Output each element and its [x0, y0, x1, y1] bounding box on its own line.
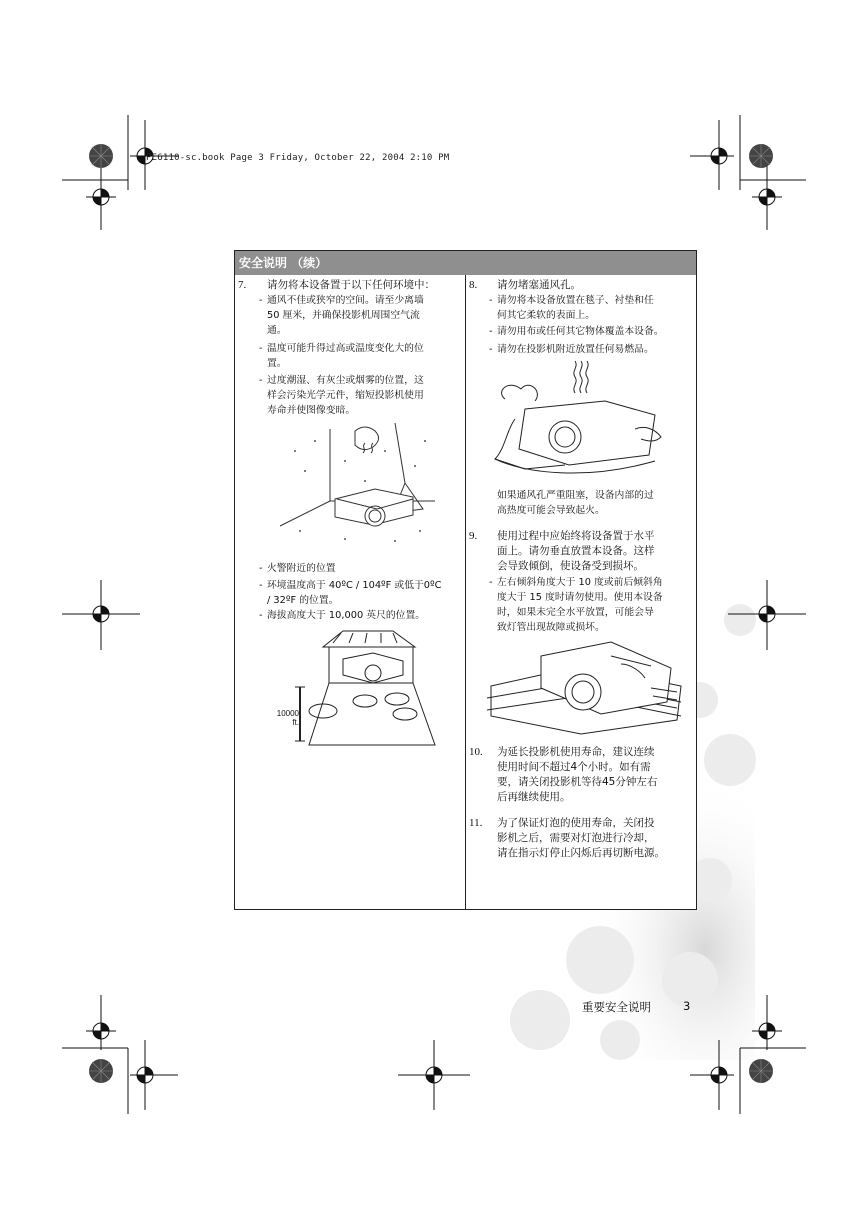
bullet-line: 请勿将本设备放置在毯子、衬垫和任 — [497, 295, 654, 306]
altitude-label: 10000 ft. — [276, 709, 299, 727]
item-11-line: 为了保证灯泡的使用寿命，关闭投 — [497, 817, 655, 829]
page-number: 3 — [683, 999, 691, 1013]
item-11-line: 影机之后，需要对灯泡进行冷却， — [497, 832, 655, 844]
color-bar-circle-icon — [88, 143, 114, 169]
altitude-illustration — [293, 629, 443, 749]
bullet-dash: - — [259, 375, 263, 386]
color-bar-circle-icon — [748, 143, 774, 169]
bullet-dash: - — [259, 343, 263, 354]
footer-section-title: 重要安全说明 — [582, 1000, 651, 1014]
bullet-dash: - — [259, 563, 263, 574]
bullet-line: 海拔高度大于 10,000 英尺的位置。 — [267, 610, 426, 621]
bullet-line: 通风不佳或狭窄的空间。请至少离墙 — [267, 295, 424, 306]
bullet-dash: - — [489, 577, 493, 588]
blocked-vent-illustration — [485, 359, 685, 479]
item-10-line: 要，请关闭投影机等待45分钟左右 — [497, 776, 658, 788]
item-10-line: 为延长投影机使用寿命，建议连续 — [497, 746, 655, 758]
dusty-room-illustration — [275, 421, 435, 551]
item-7-number: 7. — [238, 279, 247, 291]
bullet-line: 过度潮湿、有灰尘或烟雾的位置，这 — [267, 375, 424, 386]
item-10-number: 10. — [469, 746, 483, 758]
section-title: 安全说明 （续） — [235, 251, 696, 275]
bullet-line: 时，如果未完全水平放置，可能会导 — [497, 607, 654, 618]
bullet-line: 50 厘米，并确保投影机周围空气流 — [267, 310, 420, 321]
bullet-line: 度大于 15 度时请勿使用。使用本设备 — [497, 592, 663, 603]
bullet-line: 寿命并使图像变暗。 — [267, 405, 356, 416]
item-9-line: 会导致倾倒，使设备受到损坏。 — [497, 560, 644, 572]
safety-panel — [234, 250, 697, 910]
tilted-projector-illustration — [481, 636, 691, 736]
bullet-line: 通。 — [267, 325, 287, 336]
bullet-dash: - — [489, 295, 493, 306]
item-9-line: 面上。请勿垂直放置本设备。这样 — [497, 545, 655, 557]
print-header-info: PE6110-sc.book Page 3 Friday, October 22, 2004 2:10 PM — [146, 153, 450, 163]
bullet-line: / 32ºF 的位置。 — [267, 595, 339, 606]
bullet-line: 致灯管出现故障或损坏。 — [497, 622, 605, 633]
bullet-line: 温度可能升得过高或温度变化大的位 — [267, 343, 424, 354]
bullet-line: 火警附近的位置 — [267, 563, 336, 574]
note-line: 如果通风孔严重阻塞，设备内部的过 — [497, 490, 654, 501]
note-line: 高热度可能会导致起火。 — [497, 505, 605, 516]
column-divider — [465, 275, 466, 909]
item-7-heading: 请勿将本设备置于以下任何环境中： — [267, 279, 435, 291]
bullet-dash: - — [259, 580, 263, 591]
item-10-line: 后再继续使用。 — [497, 791, 571, 803]
item-9-line: 使用过程中应始终将设备置于水平 — [497, 530, 655, 542]
item-9-number: 9. — [469, 530, 478, 542]
color-bar-circle-icon — [88, 1058, 114, 1084]
item-10-line: 使用时间不超过4个小时。如有需 — [497, 761, 651, 773]
item-8-number: 8. — [469, 279, 478, 291]
bullet-dash: - — [489, 326, 493, 337]
bullet-line: 环境温度高于 40ºC / 104ºF 或低于0ºC — [267, 580, 442, 591]
item-8-heading: 请勿堵塞通风孔。 — [497, 279, 581, 291]
bullet-line: 请勿在投影机附近放置任何易燃品。 — [497, 344, 654, 355]
color-bar-circle-icon — [748, 1058, 774, 1084]
bullet-line: 左右倾斜角度大于 10 度或前后倾斜角 — [497, 577, 663, 588]
bullet-line: 样会污染光学元件，缩短投影机使用 — [267, 390, 424, 401]
bullet-line: 何其它柔软的表面上。 — [497, 310, 595, 321]
bullet-dash: - — [259, 295, 263, 306]
item-11-number: 11. — [469, 817, 483, 829]
bullet-dash: - — [259, 610, 263, 621]
bullet-line: 置。 — [267, 358, 287, 369]
bullet-line: 请勿用布或任何其它物体覆盖本设备。 — [497, 326, 664, 337]
bullet-dash: - — [489, 344, 493, 355]
item-11-line: 请在指示灯停止闪烁后再切断电源。 — [497, 847, 665, 859]
